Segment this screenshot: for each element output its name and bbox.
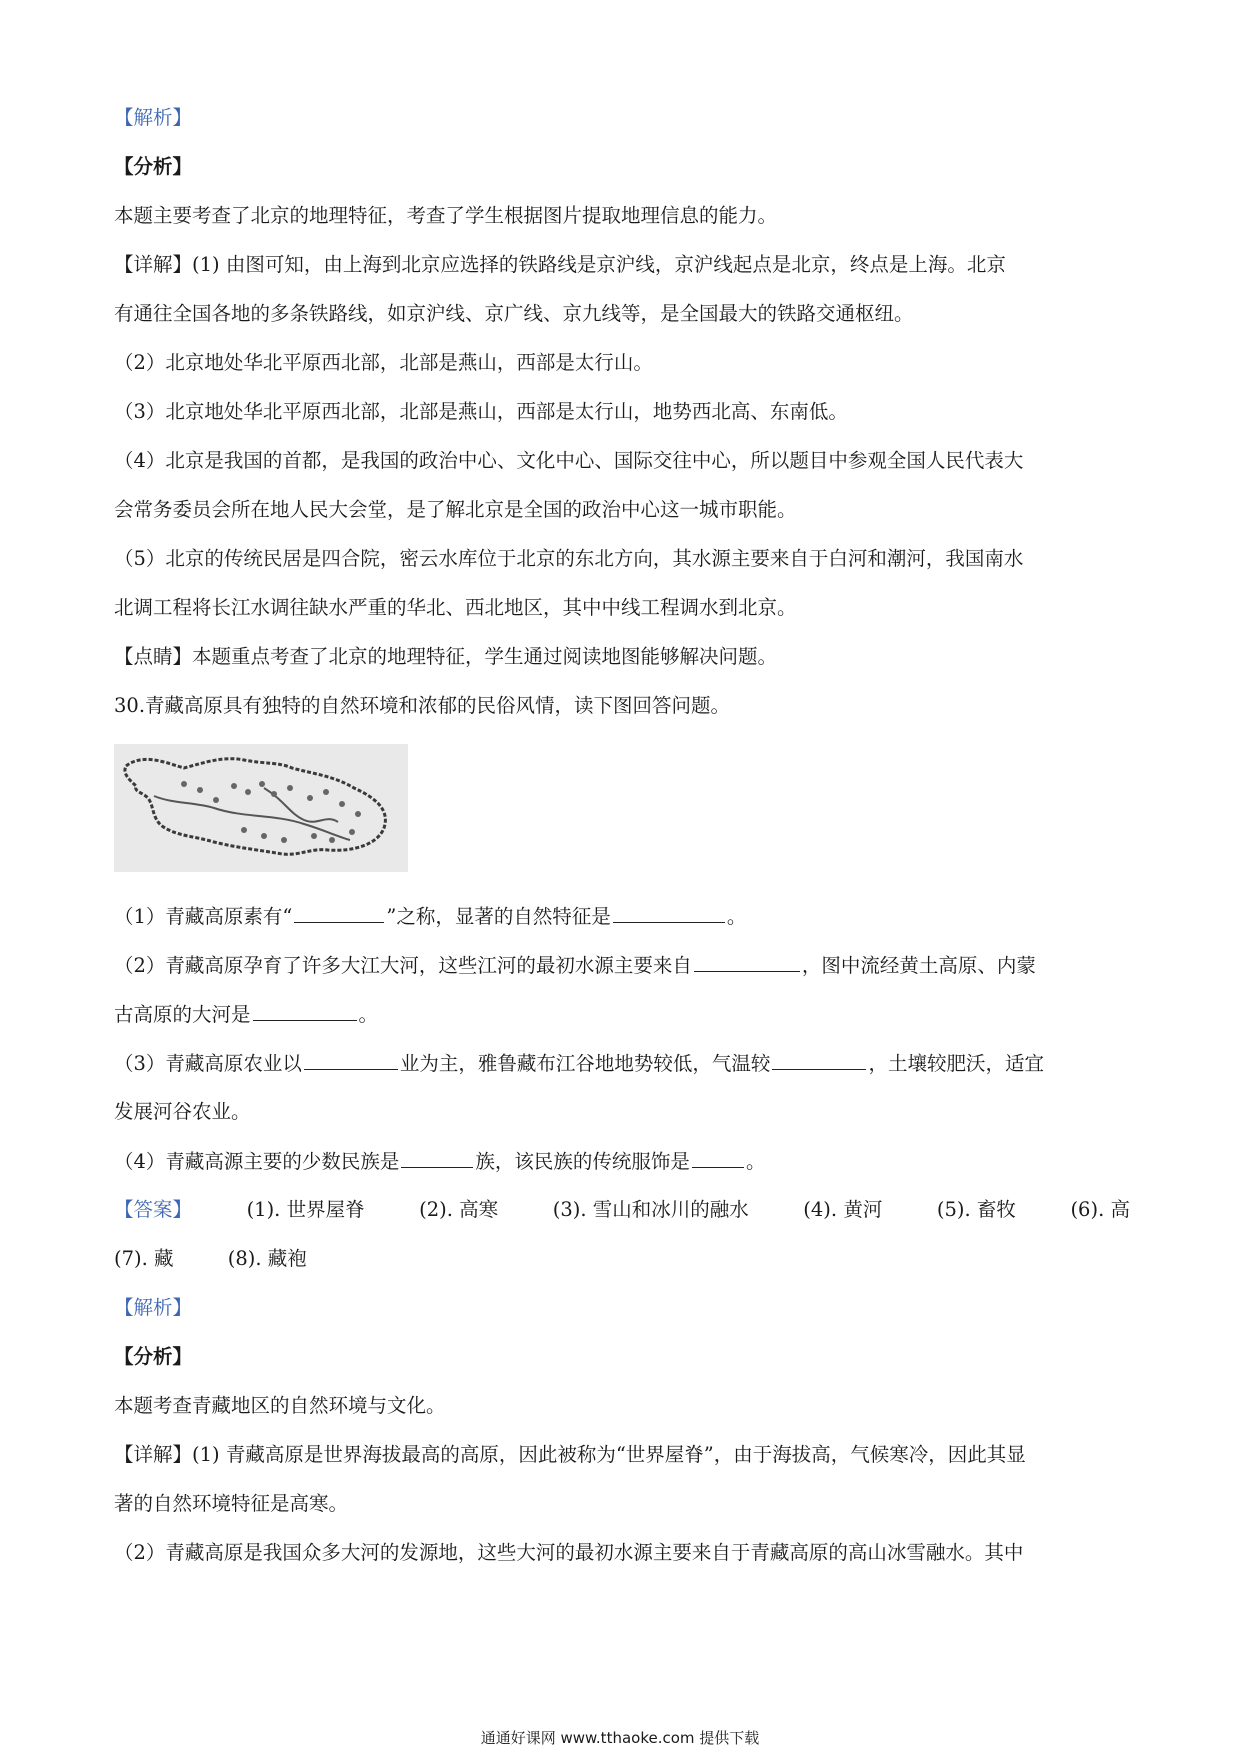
question-30-part-2-line-2 (114, 1000, 1130, 1029)
plateau-outline-drawing (114, 744, 408, 872)
q1-text-b: ”之称，显著的自然特征是 (386, 905, 611, 928)
answer-heading: 【答案】 (114, 1198, 193, 1221)
dianjing-paragraph: 【点睛】本题重点考查了北京的地理特征，学生通过阅读地图能够解决问题。 (114, 645, 778, 668)
detail-part-5-line-2: 北调工程将长江水调往缺水严重的华北、西北地区，其中中线工程调水到北京。 (114, 596, 797, 619)
q2-blank-1[interactable] (694, 951, 800, 972)
q4-text-b: 族，该民族的传统服饰是 (475, 1150, 690, 1173)
q4-blank-2[interactable] (692, 1147, 744, 1168)
detail-2-line-2: 著的自然环境特征是高寒。 (114, 1492, 349, 1515)
question-30-part-4 (114, 1147, 1130, 1176)
q3-blank-2[interactable] (772, 1049, 866, 1070)
detail-line-1: 【详解】(1) 由图可知，由上海到北京应选择的铁路线是京沪线，京沪线起点是北京，终点是上海。北京 (114, 253, 1006, 276)
detail-part-2: （2）北京地处华北平原西北部，北部是燕山，西部是太行山。 (114, 351, 653, 374)
page-footer: 通通好课网 www.tthaoke.com 提供下载 (480, 1729, 760, 1747)
answer-item: (6). 高 (1070, 1198, 1130, 1221)
q1-blank-2[interactable] (613, 902, 725, 923)
detail-part-3: （3）北京地处华北平原西北部，北部是燕山，西部是太行山，地势西北高、东南低。 (114, 400, 848, 423)
q4-text-a: （4）青藏高源主要的少数民族是 (114, 1150, 400, 1173)
q3-text-a: （3）青藏高原农业以 (114, 1052, 302, 1075)
q1-text-c: 。 (726, 905, 747, 928)
fenxi-heading-2: 【分析】 (114, 1345, 193, 1368)
q4-text-c: 。 (745, 1150, 766, 1173)
q2-text-d: 。 (358, 1003, 379, 1026)
question-30-part-2-line-1 (114, 951, 1130, 980)
detail-part-5-line-1: （5）北京的传统民居是四合院，密云水库位于北京的东北方向，其水源主要来自于白河和潮河，我国南水 (114, 547, 1024, 570)
question-30-part-1 (114, 902, 1130, 931)
question-30-part-3-line-1 (114, 1049, 1130, 1078)
q2-text-a: （2）青藏高原孕育了许多大江大河，这些江河的最初水源主要来自 (114, 954, 692, 977)
q2-text-c: 古高原的大河是 (114, 1003, 251, 1026)
detail-line-2: 有通往全国各地的多条铁路线，如京沪线、京广线、京九线等，是全国最大的铁路交通枢纽。 (114, 302, 914, 325)
detail-2-part-2: （2）青藏高原是我国众多大河的发源地，这些大河的最初水源主要来自于青藏高原的高山冰雪融水。其中 (114, 1541, 1024, 1564)
q3-text-c: ，土壤较肥沃，适宜 (868, 1052, 1044, 1075)
fenxi-heading: 【分析】 (114, 155, 193, 178)
detail-part-4-line-1: （4）北京是我国的首都，是我国的政治中心、文化中心、国际交往中心，所以题目中参观全国人民代表大 (114, 449, 1024, 472)
q1-blank-1[interactable] (294, 902, 384, 923)
q2-text-b: ，图中流经黄土高原、内蒙 (801, 954, 1036, 977)
q1-text-a: （1）青藏高原素有“ (114, 905, 293, 928)
detail-part-4-line-2: 会常务委员会所在地人民大会堂，是了解北京是全国的政治中心这一城市职能。 (114, 498, 797, 521)
answer-item: (8). 藏袍 (227, 1247, 307, 1270)
analysis-intro-2: 本题考查青藏地区的自然环境与文化。 (114, 1394, 446, 1417)
answer-item: (1). 世界屋脊 (246, 1198, 365, 1221)
answer-row-2 (114, 1245, 355, 1273)
answer-row-1 (114, 1196, 1130, 1224)
answer-item: (5). 畜牧 (936, 1198, 1016, 1221)
analysis-intro: 本题主要考查了北京的地理特征，考查了学生根据图片提取地理信息的能力。 (114, 204, 778, 227)
q2-blank-2[interactable] (253, 1000, 357, 1021)
tibet-plateau-map (114, 744, 408, 872)
answer-item: (3). 雪山和冰川的融水 (552, 1198, 749, 1221)
q4-blank-1[interactable] (401, 1147, 473, 1168)
answer-item: (4). 黄河 (803, 1198, 883, 1221)
detail-2-line-1: 【详解】(1) 青藏高原是世界海拔最高的高原，因此被称为“世界屋脊”，由于海拔高，气候寒冷，因此其显 (114, 1443, 1026, 1466)
answer-item: (2). 高寒 (419, 1198, 499, 1221)
question-30-part-3-line-2: 发展河谷农业。 (114, 1100, 251, 1123)
answer-item: (7). 藏 (114, 1247, 174, 1270)
q3-text-b: 业为主，雅鲁藏布江谷地地势较低，气温较 (399, 1052, 771, 1075)
analysis-heading-2: 【解析】 (114, 1296, 193, 1319)
q3-blank-1[interactable] (304, 1049, 398, 1070)
question-30-stem: 30.青藏高原具有独特的自然环境和浓郁的民俗风情，读下图回答问题。 (114, 694, 731, 717)
analysis-heading: 【解析】 (114, 106, 193, 129)
